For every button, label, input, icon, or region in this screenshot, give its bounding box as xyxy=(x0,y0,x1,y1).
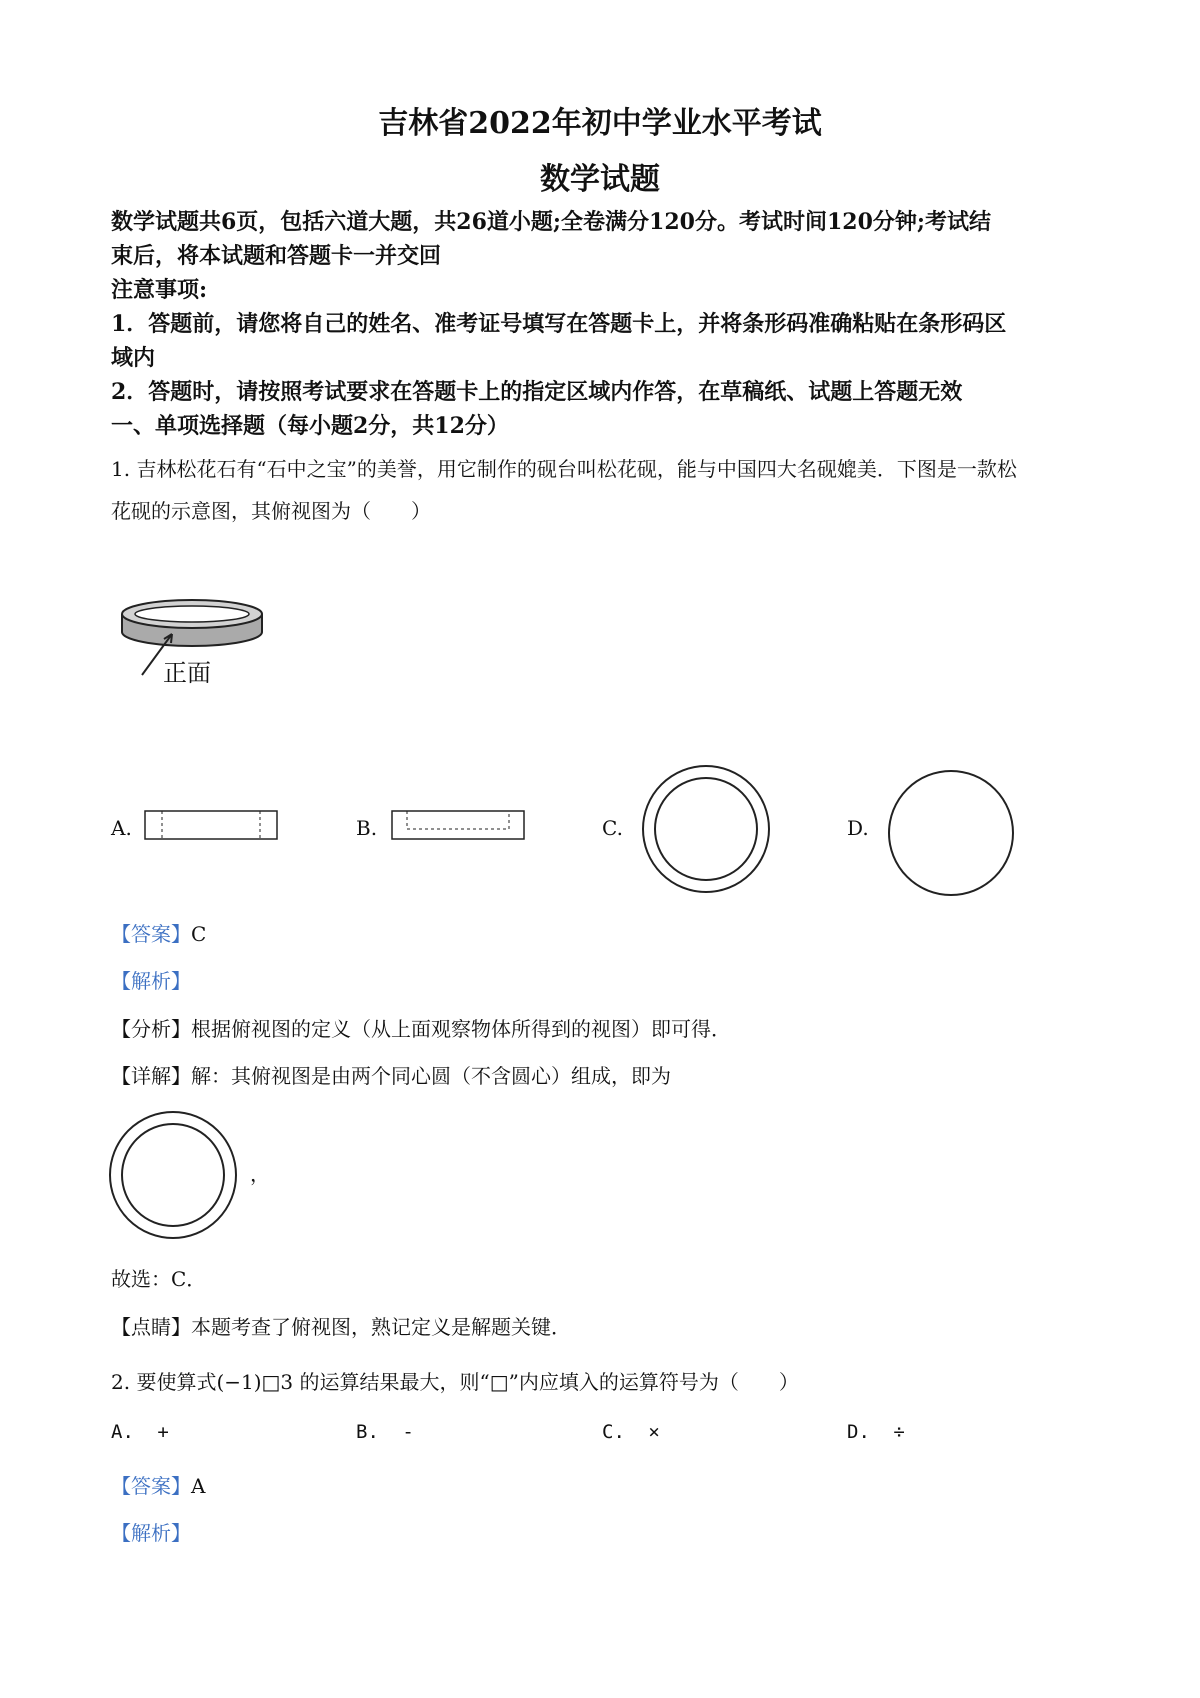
q2-option-d-label: D. xyxy=(847,1421,870,1443)
q2-option-b-text: - xyxy=(402,1421,414,1443)
q2-option-c xyxy=(602,1421,660,1443)
solution-concentric-circles xyxy=(108,1110,238,1240)
q1-guxuan: 故选：C． xyxy=(111,1267,207,1291)
q2-answer: A xyxy=(191,1474,206,1498)
q1-stem-line-2: 花砚的示意图，其俯视图为（ ） xyxy=(111,499,431,523)
q2-option-a-label: A. xyxy=(111,1421,134,1443)
q2-option-b xyxy=(356,1421,414,1443)
notice-1-line-2: 域内 xyxy=(111,345,156,371)
q1-stem-line-1: 1. 吉林松花石有“石中之宝”的美誉，用它制作的砚台叫松花砚，能与中国四大名砚媲美．下图是一款松 xyxy=(111,457,1017,481)
q2-stem: 2. 要使算式(−1)□3 的运算结果最大，则“□”内应填入的运算符号为（ ） xyxy=(111,1370,799,1394)
figure-comma: ， xyxy=(250,1162,270,1186)
intro-line-2: 束后，将本试题和答题卡一并交回 xyxy=(111,243,442,269)
q1-option-a-label: A. xyxy=(111,816,132,840)
q2-option-c-text: × xyxy=(648,1421,660,1443)
option-c-concentric-circles xyxy=(640,763,772,895)
section-1-title: 一、单项选择题（每小题2分，共12分） xyxy=(111,413,509,439)
q2-option-c-label: C. xyxy=(602,1421,625,1443)
q2-option-a-text: + xyxy=(157,1421,169,1443)
q2-answer-row xyxy=(111,1470,205,1499)
option-a-rectangle-figure xyxy=(144,810,280,842)
option-b-rectangle-figure xyxy=(391,810,527,842)
q2-option-a xyxy=(111,1421,169,1443)
q2-option-d-text: ÷ xyxy=(893,1421,905,1443)
front-label: 正面 xyxy=(163,659,211,687)
q1-analysis-tag: 【解析】 xyxy=(111,969,191,993)
answer-tag: 【答案】 xyxy=(111,922,191,946)
intro-line-1: 数学试题共6页，包括六道大题，共26道小题;全卷满分120分。考试时间120分钟;考试结 xyxy=(111,209,992,235)
q1-xiangjie: 【详解】解：其俯视图是由两个同心圆（不含圆心）组成，即为 xyxy=(111,1064,671,1088)
page-subtitle: 数学试题 xyxy=(540,162,660,197)
q1-answer: C xyxy=(191,922,207,946)
q1-answer-row xyxy=(111,918,206,947)
q2-option-d xyxy=(847,1421,905,1443)
q1-option-c-label: C. xyxy=(602,816,623,840)
q1-option-b-label: B. xyxy=(356,816,378,840)
notice-2: 2．答题时，请按照考试要求在答题卡上的指定区域内作答，在草稿纸、试题上答题无效 xyxy=(111,379,963,405)
answer-tag: 【答案】 xyxy=(111,1474,191,1498)
page-title: 吉林省2022年初中学业水平考试 xyxy=(378,106,822,141)
notice-title: 注意事项: xyxy=(111,277,208,303)
q1-dianjing: 【点睛】本题考查了俯视图，熟记定义是解题关键． xyxy=(111,1315,571,1339)
q2-option-b-label: B. xyxy=(356,1421,379,1443)
q1-option-d-label: D. xyxy=(847,816,869,840)
q2-analysis-tag: 【解析】 xyxy=(111,1521,191,1545)
notice-1-line-1: 1．答题前，请您将自己的姓名、准考证号填写在答题卡上，并将条形码准确粘贴在条形码区 xyxy=(111,311,1007,337)
option-d-circle xyxy=(886,768,1016,898)
q1-fenxi: 【分析】根据俯视图的定义（从上面观察物体所得到的视图）即可得． xyxy=(111,1017,731,1041)
